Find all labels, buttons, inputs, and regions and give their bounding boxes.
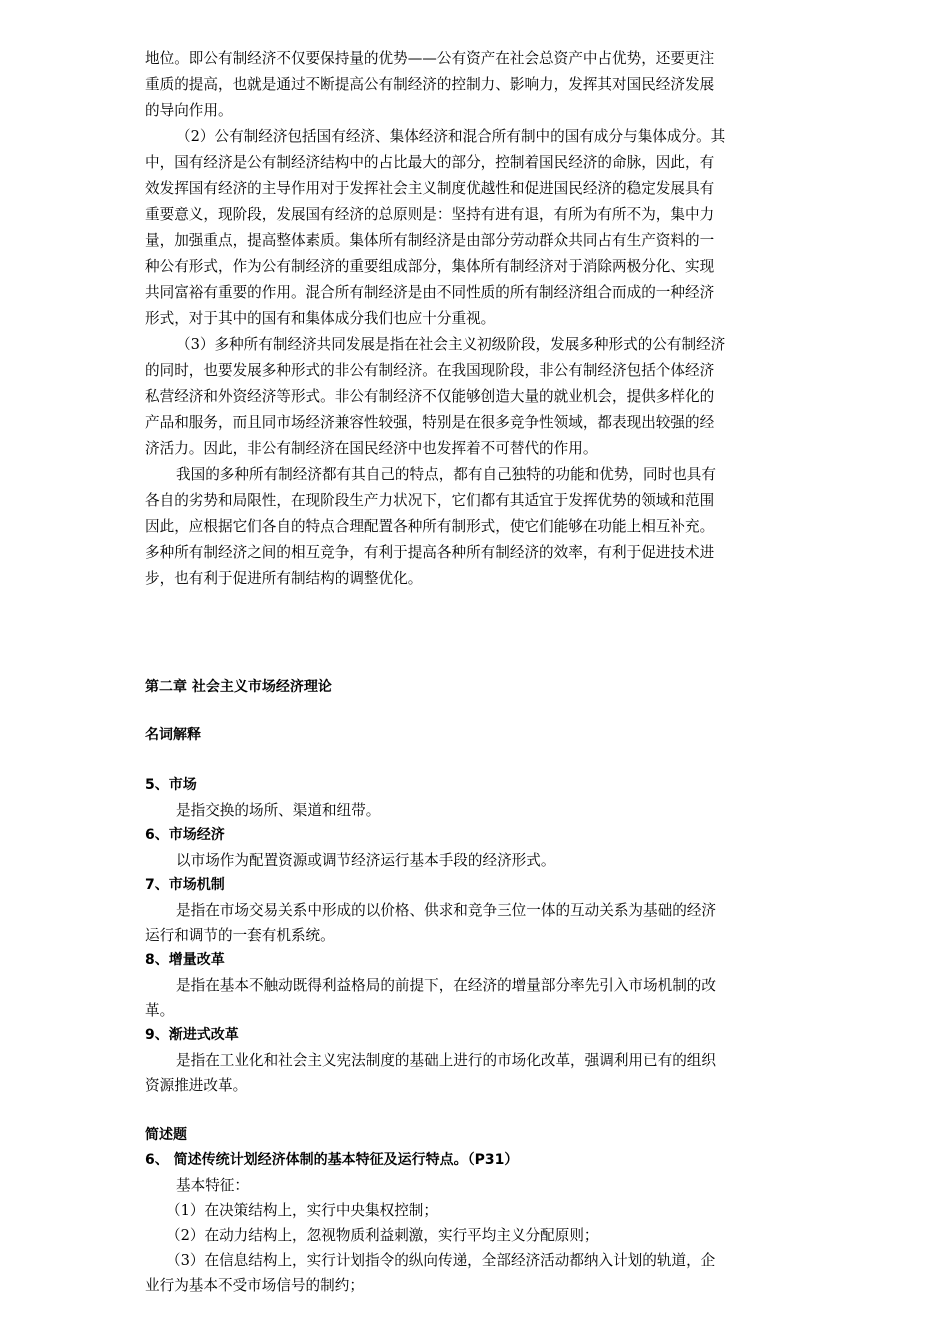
term-definition: 是指交换的场所、渠道和纽带。 bbox=[176, 802, 381, 819]
paragraph-line: 各自的劣势和局限性，在现阶段生产力状况下，它们都有其适宜于发挥优势的领域和范围 bbox=[145, 492, 715, 509]
term-definition: 以市场作为配置资源或调节经济运行基本手段的经济形式。 bbox=[176, 852, 556, 869]
paragraph-line: 因此，应根据它们各自的特点合理配置各种所有制形式，使它们能够在功能上相互补充。 bbox=[145, 518, 715, 535]
paragraph-line: 多种所有制经济之间的相互竞争，有利于提高各种所有制经济的效率，有利于促进技术进 bbox=[145, 544, 715, 561]
paragraph-line: 我国的多种所有制经济都有其自己的特点，都有自己独特的功能和优势，同时也具有 bbox=[176, 466, 716, 483]
paragraph-line: 的同时，也要发展多种形式的非公有制经济。在我国现阶段，非公有制经济包括个体经济 bbox=[145, 362, 715, 379]
answer-item: （1）在决策结构上，实行中央集权控制； bbox=[166, 1202, 438, 1219]
paragraph-line: 济活力。因此，非公有制经济在国民经济中也发挥着不可替代的作用。 bbox=[145, 440, 598, 457]
chapter-title: 第二章 社会主义市场经济理论 bbox=[145, 679, 332, 695]
paragraph-line: 量，加强重点，提高整体素质。集体所有制经济是由部分劳动群众共同占有生产资料的一 bbox=[145, 232, 715, 249]
paragraph-line: 重质的提高，也就是通过不断提高公有制经济的控制力、影响力，发挥其对国民经济发展 bbox=[145, 76, 715, 93]
term-definition: 是指在市场交易关系中形成的以价格、供求和竞争三位一体的互动关系为基础的经济 bbox=[176, 902, 716, 919]
term-heading: 6、市场经济 bbox=[145, 827, 225, 843]
term-definition: 运行和调节的一套有机系统。 bbox=[145, 927, 335, 944]
term-definition: 是指在基本不触动既得利益格局的前提下，在经济的增量部分率先引入市场机制的改 bbox=[176, 977, 716, 994]
paragraph-line: 私营经济和外资经济等形式。非公有制经济不仅能够创造大量的就业机会，提供多样化的 bbox=[145, 388, 715, 405]
paragraph-line: 地位。即公有制经济不仅要保持量的优势——公有资产在社会总资产中占优势，还要更注 bbox=[145, 50, 715, 67]
question-heading: 6、 简述传统计划经济体制的基本特征及运行特点。（P31） bbox=[145, 1152, 519, 1168]
term-definition: 革。 bbox=[145, 1002, 175, 1019]
paragraph-line: 中，国有经济是公有制经济结构中的占比最大的部分，控制着国民经济的命脉，因此，有 bbox=[145, 154, 715, 171]
answer-item: （3）在信息结构上，实行计划指令的纵向传递，全部经济活动都纳入计划的轨道，企 bbox=[166, 1252, 716, 1269]
paragraph-line: （3）多种所有制经济共同发展是指在社会主义初级阶段，发展多种形式的公有制经济 bbox=[176, 336, 726, 353]
answer-item: 业行为基本不受市场信号的制约； bbox=[145, 1277, 364, 1294]
paragraph-line: 重要意义，现阶段，发展国有经济的总原则是：坚持有进有退，有所为有所不为，集中力 bbox=[145, 206, 715, 223]
term-definition: 是指在工业化和社会主义宪法制度的基础上进行的市场化改革，强调利用已有的组织 bbox=[176, 1052, 716, 1069]
paragraph-line: 形式，对于其中的国有和集体成分我们也应十分重视。 bbox=[145, 310, 496, 327]
term-heading: 5、市场 bbox=[145, 777, 197, 793]
answer-item: （2）在动力结构上，忽视物质利益刺激，实行平均主义分配原则； bbox=[166, 1227, 599, 1244]
paragraph-line: 效发挥国有经济的主导作用对于发挥社会主义制度优越性和促进国民经济的稳定发展具有 bbox=[145, 180, 715, 197]
section-heading-short: 简述题 bbox=[145, 1127, 187, 1143]
paragraph-line: 种公有形式，作为公有制经济的重要组成部分，集体所有制经济对于消除两极分化、实现 bbox=[145, 258, 715, 275]
paragraph-line: （2）公有制经济包括国有经济、集体经济和混合所有制中的国有成分与集体成分。其 bbox=[176, 128, 726, 145]
term-heading: 8、增量改革 bbox=[145, 952, 225, 968]
paragraph-line: 的导向作用。 bbox=[145, 102, 233, 119]
term-heading: 7、市场机制 bbox=[145, 877, 225, 893]
term-heading: 9、渐进式改革 bbox=[145, 1027, 239, 1043]
paragraph-line: 产品和服务，而且同市场经济兼容性较强，特别是在很多竞争性领域，都表现出较强的经 bbox=[145, 414, 715, 431]
paragraph-line: 共同富裕有重要的作用。混合所有制经济是由不同性质的所有制经济组合而成的一种经济 bbox=[145, 284, 715, 301]
answer-intro: 基本特征： bbox=[176, 1177, 249, 1194]
paragraph-line: 步，也有利于促进所有制结构的调整优化。 bbox=[145, 570, 423, 587]
section-heading-terms: 名词解释 bbox=[145, 727, 201, 743]
term-definition: 资源推进改革。 bbox=[145, 1077, 248, 1094]
